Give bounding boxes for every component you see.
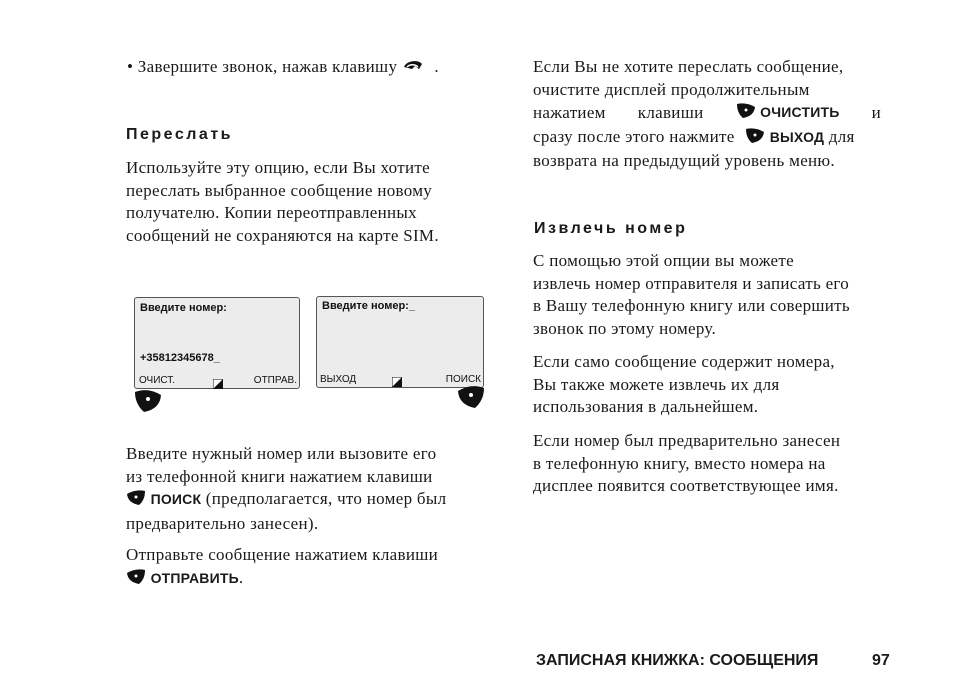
extract-paragraph-2: Если само сообщение содержит номера, Вы также можете извлечь их для использования в дальнейшем. <box>533 352 835 416</box>
send-key-label: ОТПРАВИТЬ <box>150 569 239 586</box>
send-paragraph: Отправьте сообщение нажатием клавиши ОТПРАВИТЬ. <box>126 544 506 591</box>
end-call-key-icon <box>402 58 424 81</box>
enter-number-paragraph: Введите нужный номер или вызовите его из телефонной книги нажатием клавиши ПОИСК (предполагается, что номер был предварительно занесен). <box>126 444 447 533</box>
left-softkey-icon <box>134 389 162 418</box>
heading-forward: Переслать <box>126 126 233 143</box>
screen-right-key: ПОИСК <box>445 374 481 385</box>
clear-paragraph: Если Вы не хотите переслать сообщение, очистите дисплей продолжительным нажатием клавиши ОЧИСТИТЬ и сразу после этого нажмите ВЫХОД для возврата на предыдущий уровень меню. <box>533 57 881 170</box>
bullet-text: • Завершите звонок, нажав клавишу <box>127 57 398 76</box>
screen-number: +35812345678_ <box>140 352 220 364</box>
extract-paragraph-3: Если номер был предварительно занесен в телефонную книгу, вместо номера на дисплее появится соответствующее имя. <box>533 431 841 495</box>
right-softkey-icon <box>126 490 146 513</box>
screen-left-key: ВЫХОД <box>320 374 357 385</box>
search-key-label: ПОИСК <box>150 491 202 507</box>
screen-left-key: ОЧИСТ. <box>139 375 176 386</box>
scroll-arrows-icon <box>392 374 402 392</box>
bullet-end-call: • Завершите звонок, нажав клавишу . <box>127 56 439 81</box>
right-softkey-icon <box>126 569 146 592</box>
page-number: 97 <box>872 652 890 669</box>
left-softkey-icon <box>745 128 765 151</box>
left-softkey-icon <box>736 103 756 126</box>
phone-screen-search <box>316 296 484 388</box>
extract-paragraph-1: С помощью этой опции вы можете извлечь номер отправителя и записать его в Вашу телефонную книгу или совершить звонок по этому номеру. <box>533 251 850 338</box>
screen-title: Введите номер:_ <box>322 300 415 312</box>
exit-key-label: ВЫХОД <box>769 128 825 145</box>
screen-title: Введите номер: <box>140 302 227 314</box>
forward-paragraph: Используйте эту опцию, если Вы хотите переслать выбранное сообщение новому получателю. Копии переотправленных сообщений не сохраняются на карте SIM. <box>126 158 439 245</box>
clear-key-label: ОЧИСТИТЬ <box>760 104 840 120</box>
scroll-arrows-icon <box>213 376 223 394</box>
phone-screen-enter-number <box>134 297 300 389</box>
heading-extract-number: Извлечь номер <box>534 220 688 237</box>
screen-right-key: ОТПРАВ. <box>253 375 297 386</box>
right-softkey-icon <box>457 385 485 414</box>
footer-section-title: ЗАПИСНАЯ КНИЖКА: СООБЩЕНИЯ <box>536 652 819 669</box>
